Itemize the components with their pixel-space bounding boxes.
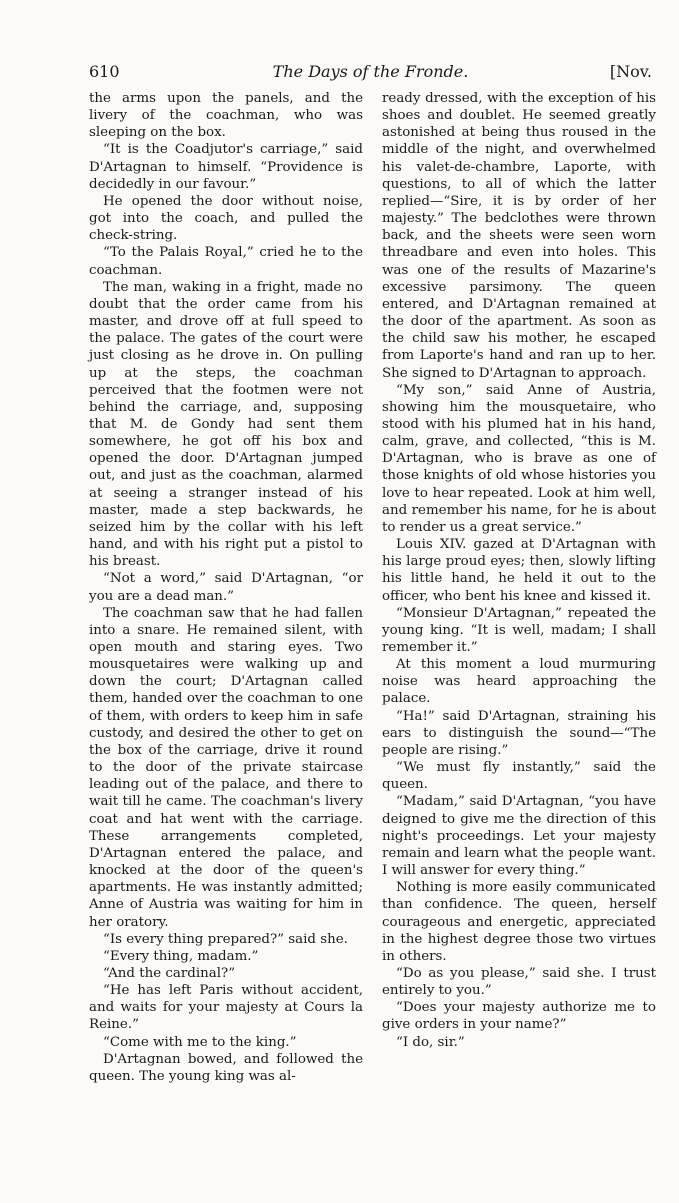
paragraph: “To the Palais Royal,” cried he to the coachman.	[89, 245, 363, 278]
paragraph: “He has left Paris without accident, and waits for your majesty at Cours la Reine.”	[89, 983, 363, 1033]
paragraph: “Ha!” said D'Artagnan, straining his ears to distinguish the sound—“The people are rising.”	[382, 708, 656, 758]
page-number: 610	[89, 62, 120, 81]
paragraph: “And the cardinal?”	[103, 965, 236, 981]
paragraph: The coachman saw that he had fallen into a snare. He remained silent, with open mouth and staring eyes. Two mousquetaires were walking up and down the court; D'Artagnan called them, handed over the coachman to one of them, with orders to keep him in safe custody, and desired the other to get on the box of the carriage, drive it round to the door of the private staircase leading out of the palace, and there to wait till he came. The coachman's livery coat and hat went with the carriage. These arrangements completed, D'Artagnan entered the palace, and knocked at the door of the queen's apartments. He was instantly admitted; Anne of Austria was waiting for him in her oratory.	[89, 605, 363, 930]
paragraph: D'Artagnan bowed, and followed the queen. The young king was al-	[89, 1051, 363, 1084]
right-column	[382, 90, 656, 1051]
paragraph: At this moment a loud murmuring noise was heard approaching the palace.	[382, 657, 656, 707]
paragraph: Nothing is more easily communicated than confidence. The queen, herself courageous and energetic, appreciated in the highest degree those two virtues in others.	[382, 880, 656, 964]
paragraph: Louis XIV. gazed at D'Artagnan with his large proud eyes; then, slowly lifting his little hand, he held it out to the officer, who bent his knee and kissed it.	[382, 537, 656, 604]
paragraph: “I do, sir.”	[396, 1034, 465, 1050]
paragraph: “Does your majesty authorize me to give orders in your name?”	[382, 1000, 656, 1033]
paragraph: “My son,” said Anne of Austria, showing him the mousquetaire, who stood with his plumed hat in his hand, calm, grave, and collected, “this is M. D'Artagnan, who is brave as one of those knights of old whose histories you love to hear repeated. Look at him well, and remember his name, for he is about to render us a great service.”	[382, 382, 656, 535]
paragraph: “Madam,” said D'Artagnan, “you have deigned to give me the direction of this night's proceedings. Let your majesty remain and learn what the people want. I will answer for every thing.”	[382, 794, 656, 879]
paragraph: “Do as you please,” said she. I trust entirely to you.”	[382, 965, 656, 999]
paragraph: He opened the door without noise, got into the coach, and pulled the check-string.	[89, 193, 363, 244]
paragraph: The man, waking in a fright, made no doubt that the order came from his master, and drove off at full speed to the palace. The gates of the court were just closing as he drove in. On pulling up at the steps, the coachman perceived that the footmen were not behind the carriage, and, supposing that M. de Gondy had sent them somewhere, he got off his box and opened the door. D'Artagnan jumped out, and just as the coachman, alarmed at seeing a stranger instead of his master, made a step backwards, he seized him by the collar with his left hand, and with his right put a pistol to his breast.	[89, 279, 363, 570]
paragraph: “Not a word,” said D'Artagnan, “or you are a dead man.”	[89, 571, 363, 604]
paragraph: “Is every thing prepared?” said she.	[103, 931, 348, 947]
left-column	[89, 90, 363, 1085]
running-title: The Days of the Fronde.	[272, 62, 469, 81]
page-header	[89, 62, 652, 86]
paragraph: “Monsieur D'Artagnan,” repeated the young king. “It is well, madam; I shall remember it.”	[382, 605, 656, 655]
month-label: [Nov.	[609, 62, 652, 81]
paragraph: ready dressed, with the exception of his shoes and doublet. He seemed greatly astonished at being thus roused in the middle of the night, and overwhelmed his valet-de-chambre, Laporte, with questions, to all of which the latter replied—“Sire, it is by order of her majesty.” The bedclothes were thrown back, and the sheets were seen worn threadbare and even into holes. This was one of the results of Mazarine's excessive parsimony. The queen entered, and D'Artagnan remained at the door of the apartment. As soon as the child saw his mother, he escaped from Laporte's hand and ran up to her. She signed to D'Artagnan to approach.	[382, 91, 656, 381]
paragraph: “We must fly instantly,” said the queen.	[382, 760, 656, 793]
paragraph: “Every thing, madam.”	[103, 948, 259, 964]
paragraph: “Come with me to the king.”	[103, 1034, 297, 1050]
paragraph: the arms upon the panels, and the livery of the coachman, who was sleeping on the box.	[89, 91, 363, 141]
paragraph: “It is the Coadjutor's carriage,” said D'Artagnan to himself. “Providence is decidedly in our favour.”	[89, 142, 363, 192]
